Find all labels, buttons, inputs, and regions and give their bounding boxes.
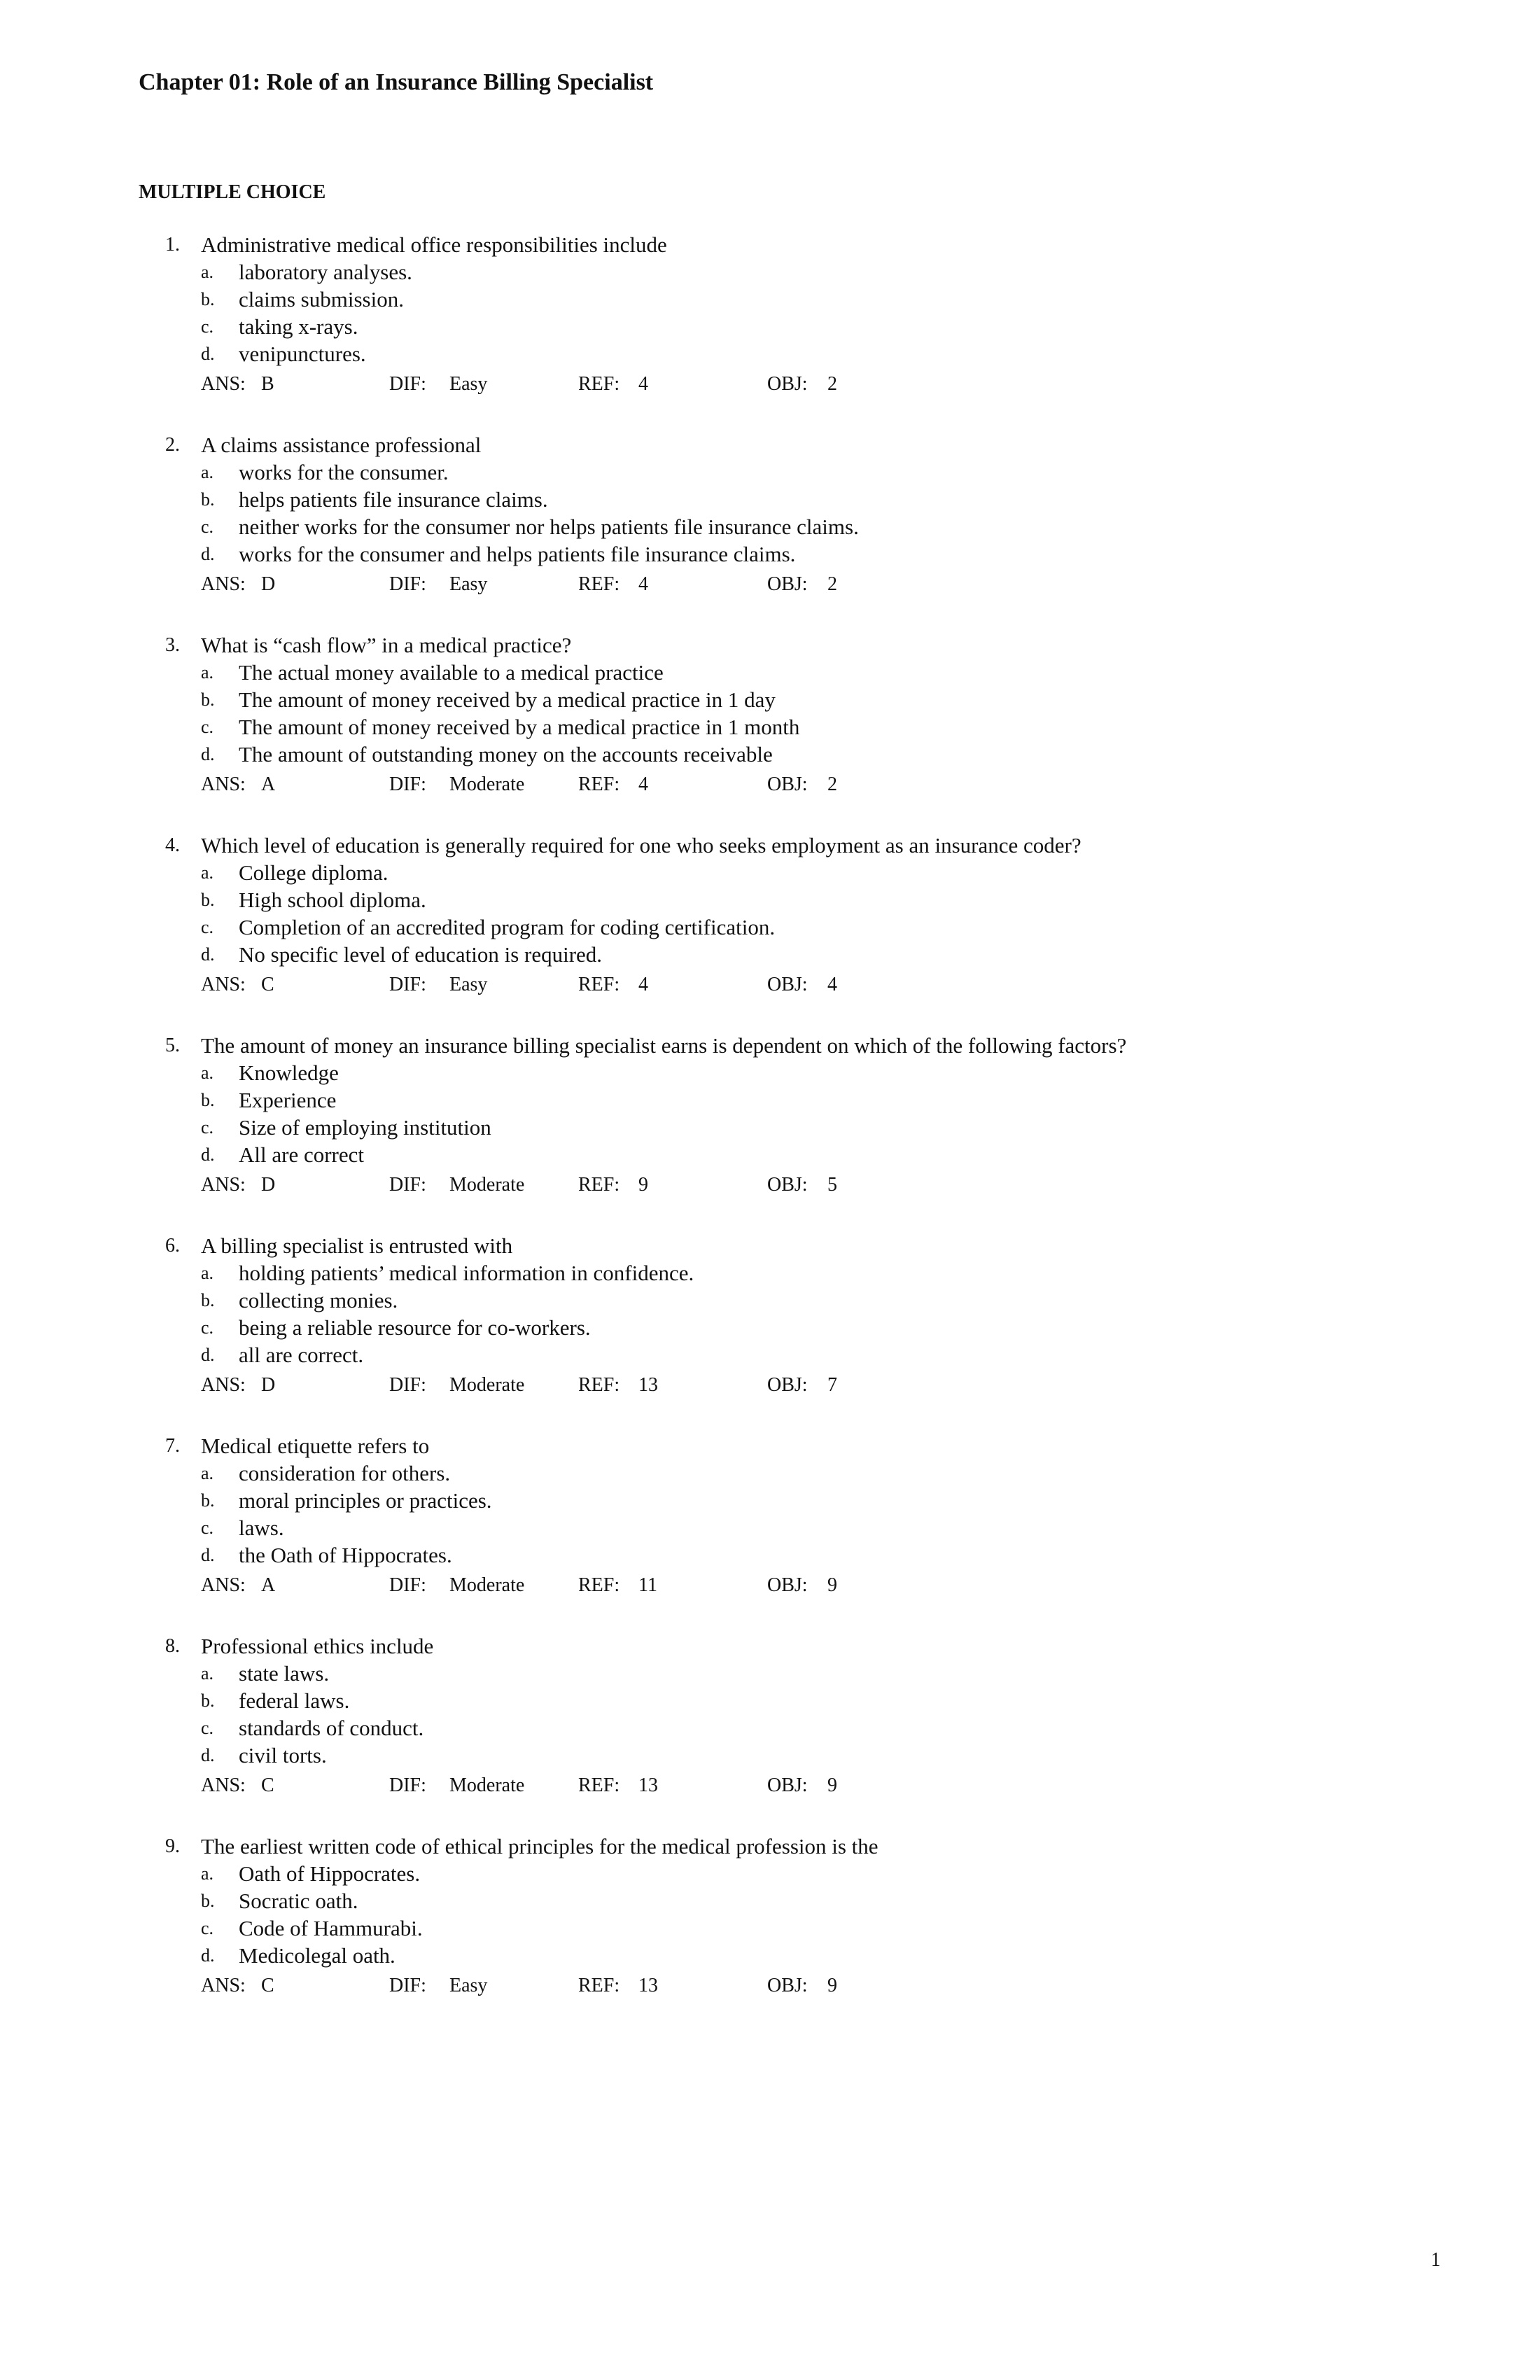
- option-text: High school diploma.: [239, 888, 426, 912]
- option-letter: b.: [201, 1490, 215, 1511]
- difficulty-label: DIF:: [389, 1774, 426, 1796]
- option-item: [0, 686, 1540, 713]
- answer-label: ANS:: [201, 1374, 246, 1396]
- option-item: [0, 941, 1540, 968]
- answer-value: B: [261, 373, 274, 395]
- option-text: Size of employing institution: [239, 1115, 491, 1140]
- option-letter: a.: [201, 1663, 214, 1684]
- objective-value: 9: [827, 1574, 837, 1596]
- option-list: [0, 1660, 1540, 1769]
- reference-label: REF:: [578, 1174, 620, 1196]
- objective-value: 2: [827, 774, 837, 795]
- answer-label: ANS:: [201, 373, 246, 395]
- option-item: [0, 1514, 1540, 1541]
- answer-metadata: [0, 1171, 1540, 1199]
- difficulty-value: Moderate: [449, 1574, 525, 1596]
- objective-label: OBJ:: [767, 1374, 808, 1396]
- answer-value: C: [261, 1774, 274, 1796]
- objective-value: 7: [827, 1374, 837, 1396]
- answer-value: D: [261, 573, 276, 595]
- option-item: [0, 1742, 1540, 1769]
- option-text: works for the consumer and helps patients file insurance claims.: [239, 542, 796, 566]
- reference-value: 4: [638, 774, 648, 795]
- option-text: claims submission.: [239, 287, 404, 312]
- answer-label: ANS:: [201, 1975, 246, 1996]
- option-text: state laws.: [239, 1661, 330, 1686]
- option-letter: b.: [201, 690, 215, 710]
- question-text: Administrative medical office responsibilities include: [201, 232, 667, 257]
- objective-value: 5: [827, 1174, 837, 1196]
- difficulty-label: DIF:: [389, 974, 426, 995]
- question-text: Which level of education is generally required for one who seeks employment as an insurance coder?: [201, 833, 1082, 858]
- reference-label: REF:: [578, 1574, 620, 1596]
- option-item: [0, 1541, 1540, 1569]
- option-list: [0, 1860, 1540, 1969]
- option-item: [0, 1687, 1540, 1714]
- objective-value: 2: [827, 373, 837, 395]
- option-letter: b.: [201, 890, 215, 910]
- option-letter: c.: [201, 1117, 214, 1138]
- option-letter: a.: [201, 862, 214, 883]
- option-letter: a.: [201, 1463, 214, 1483]
- objective-value: 2: [827, 573, 837, 595]
- answer-metadata: [0, 1371, 1540, 1399]
- question-number: 3.: [165, 634, 180, 656]
- difficulty-label: DIF:: [389, 774, 426, 795]
- option-text: standards of conduct.: [239, 1716, 424, 1740]
- option-text: Socratic oath.: [239, 1889, 358, 1913]
- option-text: holding patients’ medical information in confidence.: [239, 1261, 694, 1285]
- option-letter: d.: [201, 1545, 215, 1565]
- answer-label: ANS:: [201, 1174, 246, 1196]
- option-text: The amount of money received by a medical practice in 1 month: [239, 715, 800, 739]
- option-text: taking x-rays.: [239, 314, 358, 339]
- option-letter: b.: [201, 1690, 215, 1711]
- option-text: The amount of outstanding money on the accounts receivable: [239, 742, 773, 766]
- option-item: [0, 1914, 1540, 1942]
- option-text: venipunctures.: [239, 342, 366, 366]
- option-letter: d.: [201, 344, 215, 364]
- reference-value: 13: [638, 1374, 658, 1396]
- objective-value: 9: [827, 1975, 837, 1996]
- option-item: [0, 340, 1540, 368]
- answer-metadata: [0, 1572, 1540, 1600]
- question-number: 8.: [165, 1635, 180, 1657]
- answer-metadata: [0, 370, 1540, 398]
- answer-metadata: [0, 1772, 1540, 1800]
- option-letter: c.: [201, 917, 214, 937]
- answer-metadata: [0, 570, 1540, 598]
- page-number: 1: [1431, 2249, 1441, 2271]
- option-item: [0, 1860, 1540, 1887]
- option-letter: d.: [201, 1945, 215, 1966]
- difficulty-value: Moderate: [449, 1374, 525, 1396]
- option-letter: c.: [201, 1317, 214, 1338]
- option-item: [0, 913, 1540, 941]
- option-text: laws.: [239, 1516, 284, 1540]
- objective-label: OBJ:: [767, 373, 808, 395]
- option-letter: d.: [201, 1144, 215, 1165]
- reference-label: REF:: [578, 373, 620, 395]
- difficulty-label: DIF:: [389, 1975, 426, 1996]
- option-list: [0, 1460, 1540, 1569]
- option-letter: a.: [201, 662, 214, 682]
- answer-value: A: [261, 1574, 276, 1596]
- difficulty-value: Moderate: [449, 1174, 525, 1196]
- option-text: helps patients file insurance claims.: [239, 487, 548, 512]
- option-text: civil torts.: [239, 1743, 327, 1768]
- option-letter: c.: [201, 717, 214, 737]
- option-item: [0, 741, 1540, 768]
- difficulty-label: DIF:: [389, 573, 426, 595]
- option-letter: b.: [201, 289, 215, 309]
- reference-value: 4: [638, 573, 648, 595]
- answer-value: C: [261, 1975, 274, 1996]
- question-text: Professional ethics include: [201, 1634, 434, 1658]
- option-text: moral principles or practices.: [239, 1488, 492, 1513]
- option-letter: b.: [201, 1290, 215, 1310]
- option-item: [0, 1942, 1540, 1969]
- answer-value: C: [261, 974, 274, 995]
- difficulty-value: Easy: [449, 573, 488, 595]
- option-text: Experience: [239, 1088, 337, 1112]
- reference-label: REF:: [578, 1774, 620, 1796]
- reference-value: 9: [638, 1174, 648, 1196]
- option-text: Knowledge: [239, 1060, 339, 1085]
- option-item: [0, 1059, 1540, 1086]
- question-text: The earliest written code of ethical principles for the medical profession is the: [201, 1834, 878, 1858]
- option-letter: a.: [201, 262, 214, 282]
- option-text: Completion of an accredited program for coding certification.: [239, 915, 776, 939]
- option-item: [0, 859, 1540, 886]
- option-list: [0, 458, 1540, 568]
- option-item: [0, 713, 1540, 741]
- option-item: [0, 1660, 1540, 1687]
- question-text: A claims assistance professional: [201, 433, 482, 457]
- option-letter: c.: [201, 1918, 214, 1938]
- option-text: College diploma.: [239, 860, 388, 885]
- reference-value: 11: [638, 1574, 657, 1596]
- option-list: [0, 1259, 1540, 1368]
- option-item: [0, 540, 1540, 568]
- objective-label: OBJ:: [767, 1174, 808, 1196]
- option-text: the Oath of Hippocrates.: [239, 1543, 452, 1567]
- option-letter: c.: [201, 1518, 214, 1538]
- option-text: The amount of money received by a medical practice in 1 day: [239, 687, 776, 712]
- objective-label: OBJ:: [767, 774, 808, 795]
- answer-value: D: [261, 1174, 276, 1196]
- option-letter: d.: [201, 944, 215, 965]
- option-item: [0, 458, 1540, 486]
- option-letter: c.: [201, 316, 214, 337]
- question-text: A billing specialist is entrusted with: [201, 1233, 513, 1258]
- answer-label: ANS:: [201, 1774, 246, 1796]
- option-text: The actual money available to a medical practice: [239, 660, 664, 685]
- option-letter: a.: [201, 1263, 214, 1283]
- option-list: [0, 258, 1540, 368]
- option-item: [0, 1714, 1540, 1742]
- option-letter: b.: [201, 1090, 215, 1110]
- option-text: neither works for the consumer nor helps patients file insurance claims.: [239, 514, 859, 539]
- option-text: federal laws.: [239, 1688, 350, 1713]
- objective-label: OBJ:: [767, 1574, 808, 1596]
- difficulty-value: Easy: [449, 1975, 488, 1996]
- objective-label: OBJ:: [767, 573, 808, 595]
- answer-label: ANS:: [201, 1574, 246, 1596]
- option-letter: b.: [201, 489, 215, 510]
- answer-value: D: [261, 1374, 276, 1396]
- option-item: [0, 313, 1540, 340]
- question-number: 4.: [165, 834, 180, 856]
- option-text: all are correct.: [239, 1343, 364, 1367]
- difficulty-value: Moderate: [449, 1774, 525, 1796]
- option-item: [0, 1114, 1540, 1141]
- question-number: 9.: [165, 1835, 180, 1857]
- option-item: [0, 1086, 1540, 1114]
- section-title: MULTIPLE CHOICE: [139, 181, 326, 203]
- option-item: [0, 486, 1540, 513]
- question-text: The amount of money an insurance billing specialist earns is dependent on which of the following factors?: [201, 1033, 1127, 1058]
- reference-label: REF:: [578, 1374, 620, 1396]
- option-letter: d.: [201, 1345, 215, 1365]
- option-list: [0, 1059, 1540, 1168]
- option-item: [0, 659, 1540, 686]
- option-letter: a.: [201, 462, 214, 482]
- option-item: [0, 1341, 1540, 1368]
- option-text: No specific level of education is required.: [239, 942, 603, 967]
- answer-metadata: [0, 771, 1540, 799]
- reference-label: REF:: [578, 774, 620, 795]
- reference-value: 13: [638, 1774, 658, 1796]
- question-number: 5.: [165, 1035, 180, 1056]
- reference-label: REF:: [578, 974, 620, 995]
- difficulty-value: Easy: [449, 974, 488, 995]
- answer-metadata: [0, 1972, 1540, 2000]
- option-text: works for the consumer.: [239, 460, 449, 484]
- question-number: 2.: [165, 434, 180, 456]
- chapter-title: Chapter 01: Role of an Insurance Billing Specialist: [139, 69, 654, 95]
- option-item: [0, 1259, 1540, 1287]
- option-item: [0, 513, 1540, 540]
- answer-value: A: [261, 774, 276, 795]
- answer-metadata: [0, 971, 1540, 999]
- option-item: [0, 1460, 1540, 1487]
- reference-value: 4: [638, 974, 648, 995]
- option-letter: b.: [201, 1891, 215, 1911]
- option-text: consideration for others.: [239, 1461, 451, 1485]
- option-item: [0, 1314, 1540, 1341]
- question-number: 1.: [165, 234, 180, 255]
- option-letter: a.: [201, 1063, 214, 1083]
- objective-value: 4: [827, 974, 837, 995]
- question-text: Medical etiquette refers to: [201, 1434, 430, 1458]
- option-item: [0, 1141, 1540, 1168]
- option-item: [0, 1487, 1540, 1514]
- difficulty-value: Easy: [449, 373, 488, 395]
- option-letter: d.: [201, 744, 215, 764]
- answer-label: ANS:: [201, 974, 246, 995]
- reference-value: 4: [638, 373, 648, 395]
- difficulty-value: Moderate: [449, 774, 525, 795]
- option-item: [0, 886, 1540, 913]
- option-letter: c.: [201, 517, 214, 537]
- option-text: Code of Hammurabi.: [239, 1916, 423, 1940]
- reference-value: 13: [638, 1975, 658, 1996]
- question-number: 6.: [165, 1235, 180, 1256]
- option-letter: d.: [201, 544, 215, 564]
- difficulty-label: DIF:: [389, 1174, 426, 1196]
- option-letter: c.: [201, 1718, 214, 1738]
- question-text: What is “cash flow” in a medical practice?: [201, 633, 572, 657]
- option-item: [0, 1287, 1540, 1314]
- difficulty-label: DIF:: [389, 373, 426, 395]
- option-item: [0, 258, 1540, 286]
- objective-value: 9: [827, 1774, 837, 1796]
- option-text: being a reliable resource for co-workers.: [239, 1315, 591, 1340]
- objective-label: OBJ:: [767, 1774, 808, 1796]
- option-item: [0, 1887, 1540, 1914]
- option-text: collecting monies.: [239, 1288, 398, 1312]
- objective-label: OBJ:: [767, 974, 808, 995]
- difficulty-label: DIF:: [389, 1374, 426, 1396]
- option-letter: d.: [201, 1745, 215, 1765]
- reference-label: REF:: [578, 573, 620, 595]
- option-text: Medicolegal oath.: [239, 1943, 396, 1968]
- option-text: All are correct: [239, 1142, 364, 1167]
- difficulty-label: DIF:: [389, 1574, 426, 1596]
- answer-label: ANS:: [201, 774, 246, 795]
- option-text: laboratory analyses.: [239, 260, 412, 284]
- option-letter: a.: [201, 1863, 214, 1884]
- answer-label: ANS:: [201, 573, 246, 595]
- option-text: Oath of Hippocrates.: [239, 1861, 421, 1886]
- option-list: [0, 659, 1540, 768]
- reference-label: REF:: [578, 1975, 620, 1996]
- option-item: [0, 286, 1540, 313]
- question-number: 7.: [165, 1435, 180, 1457]
- option-list: [0, 859, 1540, 968]
- objective-label: OBJ:: [767, 1975, 808, 1996]
